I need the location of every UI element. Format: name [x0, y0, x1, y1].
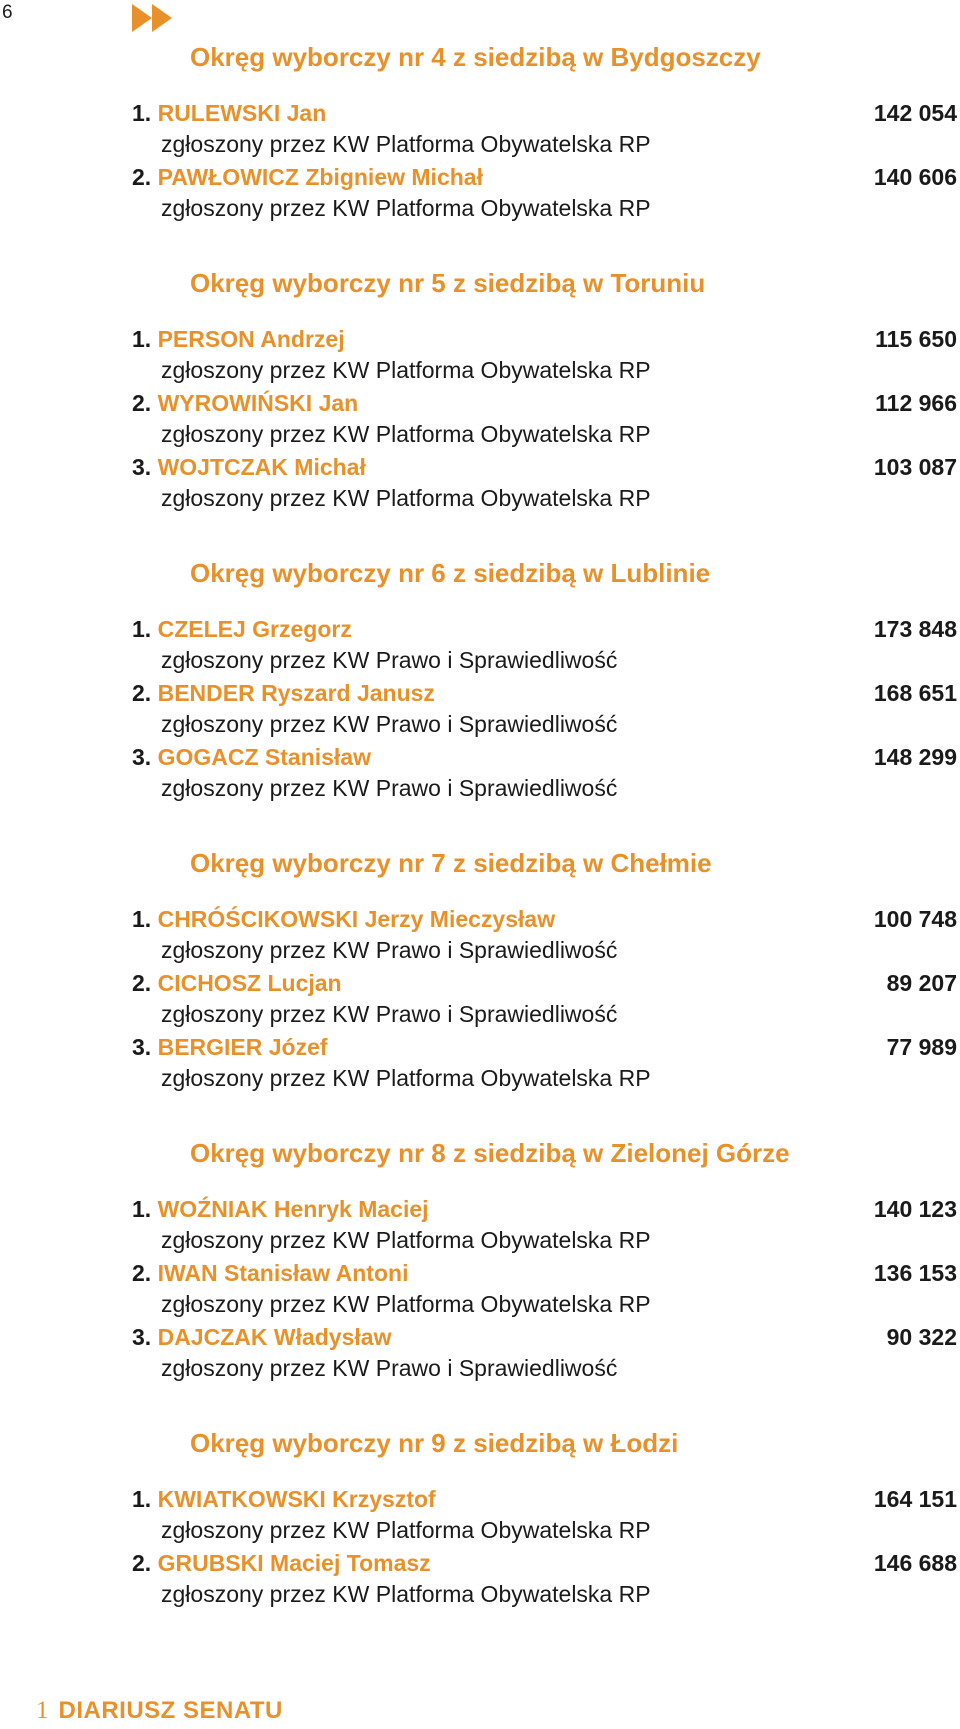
- candidate-number: 1.: [132, 616, 152, 642]
- district-section: [0, 846, 960, 1095]
- candidate-number: 1.: [132, 326, 152, 352]
- candidate-party: zgłoszony przez KW Platforma Obywatelska RP: [161, 357, 651, 383]
- district-section: [0, 40, 960, 225]
- candidate-party: zgłoszony przez KW Prawo i Sprawiedliwość: [161, 937, 618, 963]
- district-section: [0, 266, 960, 515]
- candidate-name: GOGACZ Stanisław: [157, 744, 372, 770]
- candidate-party: zgłoszony przez KW Platforma Obywatelska RP: [161, 421, 651, 447]
- candidate-votes: 90 322: [886, 1324, 957, 1350]
- candidate-votes: 136 153: [873, 1260, 957, 1286]
- candidate-party: zgłoszony przez KW Prawo i Sprawiedliwość: [161, 1001, 618, 1027]
- candidate-item: [0, 387, 960, 451]
- candidate-line: [132, 161, 957, 193]
- district-title: Okręg wyborczy nr 6 z siedzibą w Lublinie: [190, 558, 711, 588]
- candidate-votes: 146 688: [873, 1550, 957, 1576]
- candidate-party: zgłoszony przez KW Prawo i Sprawiedliwość: [161, 1355, 618, 1381]
- candidate-party: zgłoszony przez KW Platforma Obywatelska RP: [161, 195, 651, 221]
- candidate-list: [0, 323, 960, 515]
- candidate-number: 2.: [132, 970, 152, 996]
- candidate-votes: 173 848: [873, 616, 957, 642]
- candidate-item: [0, 677, 960, 741]
- candidate-party: zgłoszony przez KW Platforma Obywatelska RP: [161, 1581, 651, 1607]
- candidate-party: zgłoszony przez KW Platforma Obywatelska RP: [161, 1065, 651, 1091]
- candidate-number: 2.: [132, 164, 152, 190]
- candidate-name: PAWŁOWICZ Zbigniew Michał: [157, 164, 483, 190]
- candidate-name: BERGIER Józef: [157, 1034, 328, 1060]
- candidate-line: [132, 677, 957, 709]
- candidate-item: [0, 613, 960, 677]
- candidate-item: [0, 97, 960, 161]
- candidate-list: [0, 613, 960, 805]
- candidate-name: CZELEJ Grzegorz: [157, 616, 352, 642]
- candidate-item: [0, 1031, 960, 1095]
- candidate-name: PERSON Andrzej: [157, 326, 345, 352]
- candidate-name: RULEWSKI Jan: [157, 100, 327, 126]
- district-title: Okręg wyborczy nr 8 z siedzibą w Zielonej Górze: [190, 1138, 790, 1168]
- double-arrow-right-icon: [132, 4, 176, 32]
- candidate-number: 1.: [132, 906, 152, 932]
- candidate-votes: 140 606: [873, 164, 957, 190]
- candidate-party: zgłoszony przez KW Platforma Obywatelska RP: [161, 485, 651, 511]
- candidate-item: [0, 1193, 960, 1257]
- candidate-party: zgłoszony przez KW Platforma Obywatelska RP: [161, 1227, 651, 1253]
- candidate-votes: 142 054: [873, 100, 957, 126]
- district-section: [0, 1136, 960, 1385]
- candidate-number: 1.: [132, 1196, 152, 1222]
- candidate-votes: 168 651: [873, 680, 957, 706]
- district-section: [0, 1426, 960, 1611]
- candidate-item: [0, 903, 960, 967]
- candidate-name: WOŹNIAK Henryk Maciej: [157, 1196, 429, 1222]
- candidate-line: [132, 1031, 957, 1063]
- district-title: Okręg wyborczy nr 7 z siedzibą w Chełmie: [190, 848, 712, 878]
- candidate-party: zgłoszony przez KW Platforma Obywatelska RP: [161, 131, 651, 157]
- candidate-item: [0, 741, 960, 805]
- candidate-votes: 164 151: [873, 1486, 957, 1512]
- candidate-votes: 140 123: [873, 1196, 957, 1222]
- footer-title: DIARIUSZ SENATU: [58, 1697, 283, 1724]
- candidate-name: KWIATKOWSKI Krzysztof: [157, 1486, 436, 1512]
- candidate-number: 3.: [132, 1324, 152, 1350]
- candidate-party: zgłoszony przez KW Prawo i Sprawiedliwość: [161, 775, 618, 801]
- candidate-name: BENDER Ryszard Janusz: [157, 680, 435, 706]
- page-number: 6: [2, 2, 13, 23]
- candidate-name: WYROWIŃSKI Jan: [157, 390, 359, 416]
- candidate-votes: 103 087: [873, 454, 957, 480]
- candidate-name: IWAN Stanisław Antoni: [157, 1260, 409, 1286]
- candidate-item: [0, 451, 960, 515]
- candidate-votes: 148 299: [873, 744, 957, 770]
- candidate-item: [0, 967, 960, 1031]
- candidate-item: [0, 161, 960, 225]
- candidate-votes: 115 650: [875, 326, 957, 352]
- candidate-item: [0, 1257, 960, 1321]
- candidate-item: [0, 1483, 960, 1547]
- candidate-votes: 112 966: [875, 390, 957, 416]
- candidate-item: [0, 323, 960, 387]
- candidate-name: DAJCZAK Władysław: [157, 1324, 392, 1350]
- candidate-number: 1.: [132, 100, 152, 126]
- candidate-party: zgłoszony przez KW Platforma Obywatelska RP: [161, 1517, 651, 1543]
- district-title: Okręg wyborczy nr 4 z siedzibą w Bydgoszczy: [190, 42, 761, 72]
- candidate-list: [0, 1483, 960, 1611]
- candidate-line: [132, 903, 957, 935]
- candidate-number: 2.: [132, 680, 152, 706]
- candidate-party: zgłoszony przez KW Prawo i Sprawiedliwość: [161, 711, 618, 737]
- candidate-list: [0, 903, 960, 1095]
- candidate-line: [132, 323, 957, 355]
- candidate-item: [0, 1321, 960, 1385]
- page-content: [0, 40, 960, 1652]
- candidate-party: zgłoszony przez KW Prawo i Sprawiedliwość: [161, 647, 618, 673]
- candidate-number: 2.: [132, 390, 152, 416]
- candidate-votes: 89 207: [886, 970, 957, 996]
- candidate-name: WOJTCZAK Michał: [157, 454, 366, 480]
- candidate-line: [132, 451, 957, 483]
- candidate-name: CHRÓŚCIKOWSKI Jerzy Mieczysław: [157, 906, 556, 932]
- candidate-votes: 100 748: [873, 906, 957, 932]
- candidate-name: CICHOSZ Lucjan: [157, 970, 342, 996]
- candidate-item: [0, 1547, 960, 1611]
- candidate-line: [132, 613, 957, 645]
- district-title: Okręg wyborczy nr 9 z siedzibą w Łodzi: [190, 1428, 679, 1458]
- candidate-number: 3.: [132, 1034, 152, 1060]
- candidate-line: [132, 387, 957, 419]
- candidate-line: [132, 1547, 957, 1579]
- footer: [36, 1696, 283, 1726]
- candidate-number: 3.: [132, 744, 152, 770]
- candidate-line: [132, 741, 957, 773]
- candidate-party: zgłoszony przez KW Platforma Obywatelska RP: [161, 1291, 651, 1317]
- candidate-votes: 77 989: [886, 1034, 957, 1060]
- district-section: [0, 556, 960, 805]
- candidate-name: GRUBSKI Maciej Tomasz: [157, 1550, 431, 1576]
- footer-number: 1: [36, 1697, 49, 1724]
- candidate-number: 3.: [132, 454, 152, 480]
- candidate-number: 2.: [132, 1550, 152, 1576]
- candidate-line: [132, 1483, 957, 1515]
- candidate-list: [0, 97, 960, 225]
- candidate-line: [132, 97, 957, 129]
- candidate-number: 1.: [132, 1486, 152, 1512]
- candidate-line: [132, 1193, 957, 1225]
- candidate-line: [132, 1257, 957, 1289]
- candidate-number: 2.: [132, 1260, 152, 1286]
- district-title: Okręg wyborczy nr 5 z siedzibą w Toruniu: [190, 268, 706, 298]
- candidate-line: [132, 1321, 957, 1353]
- candidate-list: [0, 1193, 960, 1385]
- candidate-line: [132, 967, 957, 999]
